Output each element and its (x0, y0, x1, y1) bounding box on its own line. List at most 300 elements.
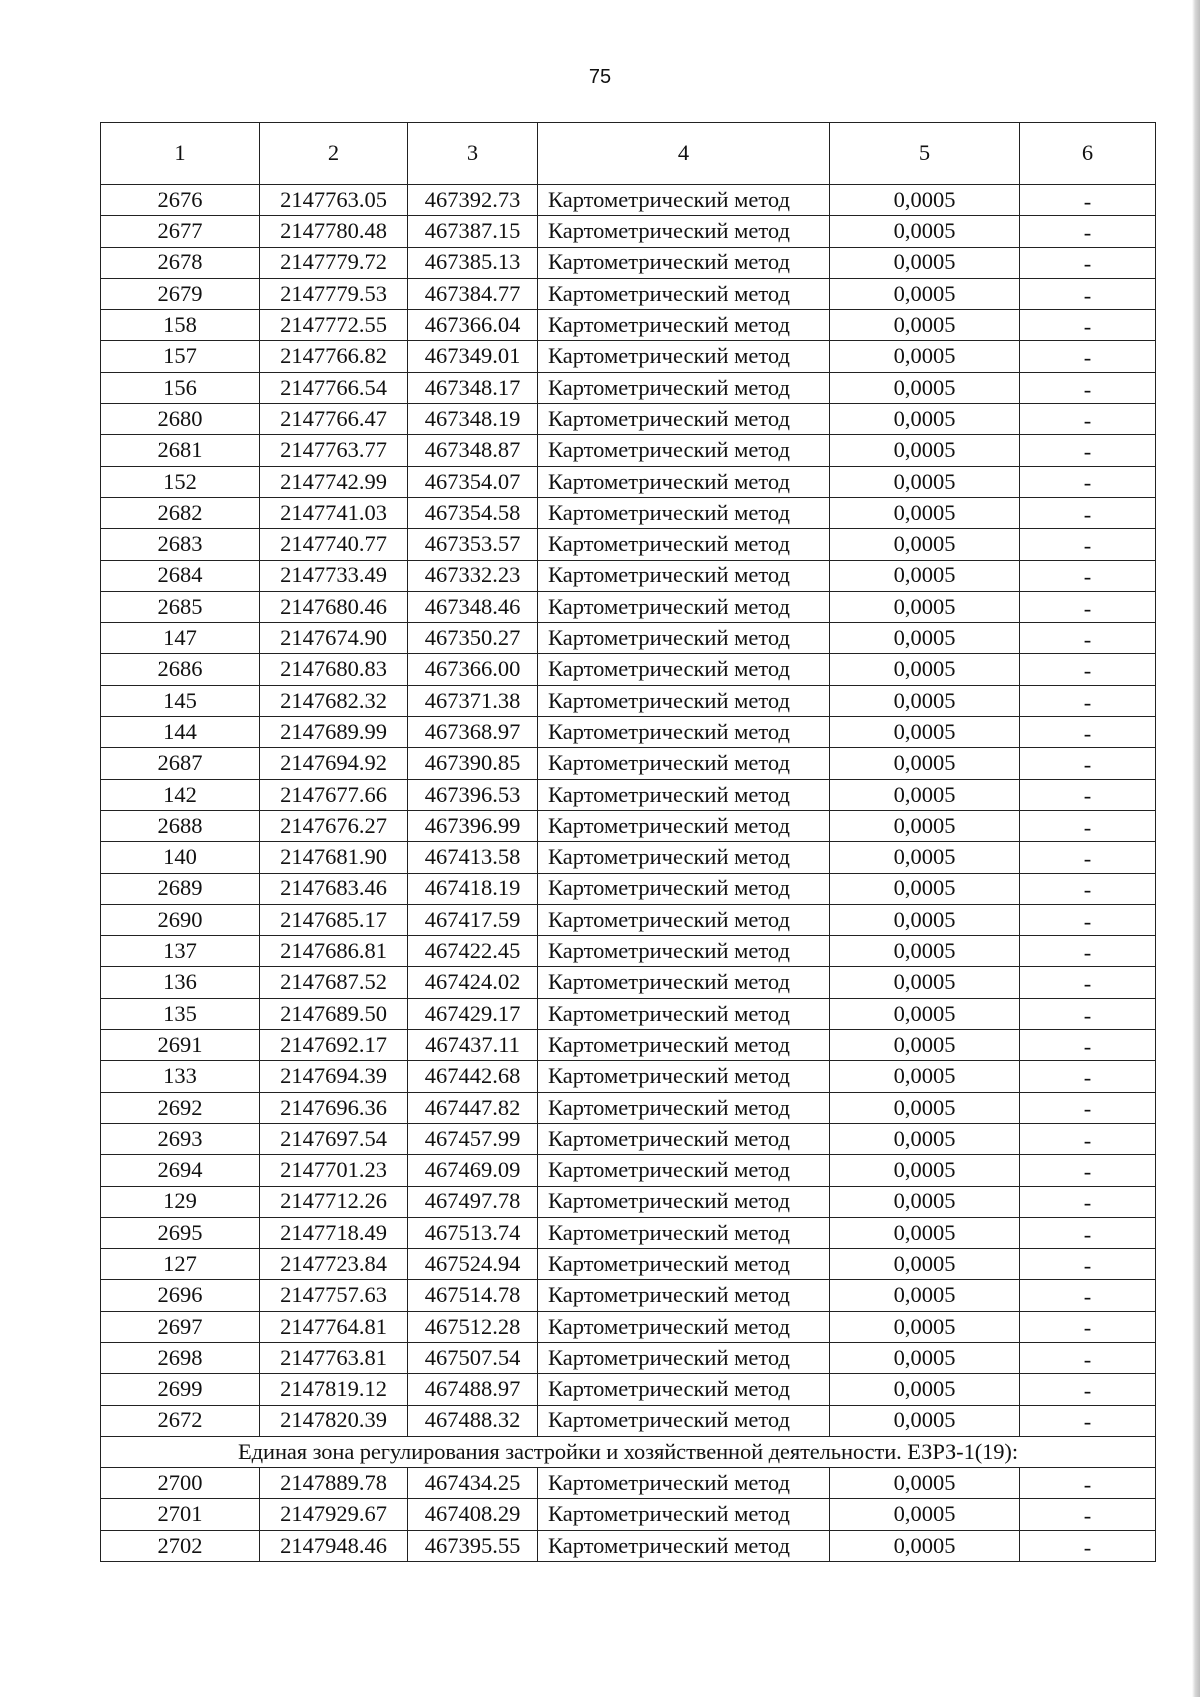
method-cell: Картометрический метод (538, 717, 830, 748)
accuracy-cell: 0,0005 (830, 654, 1020, 685)
note-cell: - (1020, 372, 1156, 403)
x-coordinate-cell: 2147819.12 (260, 1374, 408, 1405)
column-header-5: 5 (830, 123, 1020, 185)
note-cell: - (1020, 591, 1156, 622)
point-number-cell: 2701 (101, 1499, 260, 1530)
method-cell: Картометрический метод (538, 278, 830, 309)
method-cell: Картометрический метод (538, 685, 830, 716)
note-cell: - (1020, 1280, 1156, 1311)
table-row (101, 623, 1156, 654)
point-number-cell: 2697 (101, 1311, 260, 1342)
method-cell: Картометрический метод (538, 1405, 830, 1436)
y-coordinate-cell: 467332.23 (408, 560, 538, 591)
accuracy-cell: 0,0005 (830, 529, 1020, 560)
method-cell: Картометрический метод (538, 904, 830, 935)
note-cell: - (1020, 936, 1156, 967)
table-row (101, 936, 1156, 967)
x-coordinate-cell: 2147889.78 (260, 1468, 408, 1499)
note-cell: - (1020, 1061, 1156, 1092)
method-cell: Картометрический метод (538, 623, 830, 654)
accuracy-cell: 0,0005 (830, 1374, 1020, 1405)
method-cell: Картометрический метод (538, 1280, 830, 1311)
table-row (101, 748, 1156, 779)
accuracy-cell: 0,0005 (830, 341, 1020, 372)
y-coordinate-cell: 467513.74 (408, 1217, 538, 1248)
y-coordinate-cell: 467366.04 (408, 310, 538, 341)
note-cell: - (1020, 435, 1156, 466)
accuracy-cell: 0,0005 (830, 372, 1020, 403)
accuracy-cell: 0,0005 (830, 1092, 1020, 1123)
accuracy-cell: 0,0005 (830, 1311, 1020, 1342)
note-cell: - (1020, 998, 1156, 1029)
point-number-cell: 136 (101, 967, 260, 998)
y-coordinate-cell: 467437.11 (408, 1030, 538, 1061)
table-row (101, 1249, 1156, 1280)
method-cell: Картометрический метод (538, 1217, 830, 1248)
y-coordinate-cell: 467424.02 (408, 967, 538, 998)
point-number-cell: 147 (101, 623, 260, 654)
accuracy-cell: 0,0005 (830, 904, 1020, 935)
note-cell: - (1020, 341, 1156, 372)
table-row (101, 278, 1156, 309)
x-coordinate-cell: 2147741.03 (260, 497, 408, 528)
x-coordinate-cell: 2147718.49 (260, 1217, 408, 1248)
point-number-cell: 2684 (101, 560, 260, 591)
note-cell: - (1020, 904, 1156, 935)
method-cell: Картометрический метод (538, 748, 830, 779)
note-cell: - (1020, 1092, 1156, 1123)
x-coordinate-cell: 2147680.83 (260, 654, 408, 685)
point-number-cell: 2691 (101, 1030, 260, 1061)
y-coordinate-cell: 467507.54 (408, 1342, 538, 1373)
note-cell: - (1020, 1405, 1156, 1436)
accuracy-cell: 0,0005 (830, 591, 1020, 622)
method-cell: Картометрический метод (538, 497, 830, 528)
point-number-cell: 2698 (101, 1342, 260, 1373)
accuracy-cell: 0,0005 (830, 1217, 1020, 1248)
table-row (101, 1499, 1156, 1530)
table-row (101, 1342, 1156, 1373)
point-number-cell: 145 (101, 685, 260, 716)
x-coordinate-cell: 2147694.39 (260, 1061, 408, 1092)
y-coordinate-cell: 467524.94 (408, 1249, 538, 1280)
note-cell: - (1020, 560, 1156, 591)
x-coordinate-cell: 2147763.77 (260, 435, 408, 466)
method-cell: Картометрический метод (538, 560, 830, 591)
method-cell: Картометрический метод (538, 1374, 830, 1405)
x-coordinate-cell: 2147689.99 (260, 717, 408, 748)
y-coordinate-cell: 467514.78 (408, 1280, 538, 1311)
accuracy-cell: 0,0005 (830, 404, 1020, 435)
x-coordinate-cell: 2147772.55 (260, 310, 408, 341)
column-header-3: 3 (408, 123, 538, 185)
x-coordinate-cell: 2147763.05 (260, 185, 408, 216)
x-coordinate-cell: 2147686.81 (260, 936, 408, 967)
scan-edge (1192, 0, 1200, 1697)
note-cell: - (1020, 1123, 1156, 1154)
accuracy-cell: 0,0005 (830, 967, 1020, 998)
method-cell: Картометрический метод (538, 810, 830, 841)
point-number-cell: 129 (101, 1186, 260, 1217)
method-cell: Картометрический метод (538, 341, 830, 372)
note-cell: - (1020, 1530, 1156, 1561)
method-cell: Картометрический метод (538, 1061, 830, 1092)
point-number-cell: 2702 (101, 1530, 260, 1561)
x-coordinate-cell: 2147948.46 (260, 1530, 408, 1561)
note-cell: - (1020, 310, 1156, 341)
x-coordinate-cell: 2147680.46 (260, 591, 408, 622)
x-coordinate-cell: 2147780.48 (260, 216, 408, 247)
method-cell: Картометрический метод (538, 216, 830, 247)
accuracy-cell: 0,0005 (830, 1499, 1020, 1530)
page-number: 75 (588, 66, 612, 88)
accuracy-cell: 0,0005 (830, 1186, 1020, 1217)
column-header-2: 2 (260, 123, 408, 185)
table-row (101, 873, 1156, 904)
accuracy-cell: 0,0005 (830, 936, 1020, 967)
point-number-cell: 133 (101, 1061, 260, 1092)
note-cell: - (1020, 1468, 1156, 1499)
note-cell: - (1020, 278, 1156, 309)
x-coordinate-cell: 2147712.26 (260, 1186, 408, 1217)
method-cell: Картометрический метод (538, 185, 830, 216)
method-cell: Картометрический метод (538, 779, 830, 810)
point-number-cell: 2676 (101, 185, 260, 216)
note-cell: - (1020, 685, 1156, 716)
note-cell: - (1020, 873, 1156, 904)
y-coordinate-cell: 467368.97 (408, 717, 538, 748)
table-row (101, 717, 1156, 748)
y-coordinate-cell: 467396.53 (408, 779, 538, 810)
point-number-cell: 135 (101, 998, 260, 1029)
table-row (101, 466, 1156, 497)
accuracy-cell: 0,0005 (830, 1530, 1020, 1561)
table-row (101, 497, 1156, 528)
y-coordinate-cell: 467348.46 (408, 591, 538, 622)
x-coordinate-cell: 2147694.92 (260, 748, 408, 779)
coordinates-table (100, 122, 1156, 1562)
table-row (101, 591, 1156, 622)
method-cell: Картометрический метод (538, 404, 830, 435)
note-cell: - (1020, 842, 1156, 873)
x-coordinate-cell: 2147682.32 (260, 685, 408, 716)
table-body (101, 185, 1156, 1562)
point-number-cell: 2692 (101, 1092, 260, 1123)
note-cell: - (1020, 247, 1156, 278)
point-number-cell: 2682 (101, 497, 260, 528)
accuracy-cell: 0,0005 (830, 1030, 1020, 1061)
table-row (101, 247, 1156, 278)
table-row (101, 998, 1156, 1029)
x-coordinate-cell: 2147697.54 (260, 1123, 408, 1154)
method-cell: Картометрический метод (538, 529, 830, 560)
point-number-cell: 152 (101, 466, 260, 497)
table-row (101, 842, 1156, 873)
note-cell: - (1020, 1311, 1156, 1342)
point-number-cell: 2683 (101, 529, 260, 560)
method-cell: Картометрический метод (538, 1311, 830, 1342)
y-coordinate-cell: 467371.38 (408, 685, 538, 716)
accuracy-cell: 0,0005 (830, 685, 1020, 716)
accuracy-cell: 0,0005 (830, 216, 1020, 247)
table-row (101, 779, 1156, 810)
x-coordinate-cell: 2147764.81 (260, 1311, 408, 1342)
point-number-cell: 2672 (101, 1405, 260, 1436)
y-coordinate-cell: 467353.57 (408, 529, 538, 560)
table-row (101, 1061, 1156, 1092)
x-coordinate-cell: 2147779.72 (260, 247, 408, 278)
x-coordinate-cell: 2147674.90 (260, 623, 408, 654)
point-number-cell: 158 (101, 310, 260, 341)
note-cell: - (1020, 404, 1156, 435)
x-coordinate-cell: 2147757.63 (260, 1280, 408, 1311)
method-cell: Картометрический метод (538, 998, 830, 1029)
method-cell: Картометрический метод (538, 1249, 830, 1280)
method-cell: Картометрический метод (538, 1092, 830, 1123)
accuracy-cell: 0,0005 (830, 1249, 1020, 1280)
accuracy-cell: 0,0005 (830, 247, 1020, 278)
note-cell: - (1020, 717, 1156, 748)
table-row (101, 1123, 1156, 1154)
y-coordinate-cell: 467366.00 (408, 654, 538, 685)
y-coordinate-cell: 467429.17 (408, 998, 538, 1029)
note-cell: - (1020, 748, 1156, 779)
y-coordinate-cell: 467417.59 (408, 904, 538, 935)
point-number-cell: 2685 (101, 591, 260, 622)
accuracy-cell: 0,0005 (830, 497, 1020, 528)
point-number-cell: 2693 (101, 1123, 260, 1154)
method-cell: Картометрический метод (538, 247, 830, 278)
note-cell: - (1020, 497, 1156, 528)
table-row (101, 1092, 1156, 1123)
note-cell: - (1020, 1499, 1156, 1530)
point-number-cell: 2695 (101, 1217, 260, 1248)
x-coordinate-cell: 2147766.47 (260, 404, 408, 435)
y-coordinate-cell: 467442.68 (408, 1061, 538, 1092)
column-header-1: 1 (101, 123, 260, 185)
method-cell: Картометрический метод (538, 967, 830, 998)
accuracy-cell: 0,0005 (830, 873, 1020, 904)
accuracy-cell: 0,0005 (830, 1123, 1020, 1154)
note-cell: - (1020, 1217, 1156, 1248)
table-row (101, 404, 1156, 435)
y-coordinate-cell: 467413.58 (408, 842, 538, 873)
point-number-cell: 137 (101, 936, 260, 967)
y-coordinate-cell: 467457.99 (408, 1123, 538, 1154)
x-coordinate-cell: 2147677.66 (260, 779, 408, 810)
table-row (101, 560, 1156, 591)
point-number-cell: 2687 (101, 748, 260, 779)
accuracy-cell: 0,0005 (830, 748, 1020, 779)
x-coordinate-cell: 2147742.99 (260, 466, 408, 497)
point-number-cell: 2686 (101, 654, 260, 685)
y-coordinate-cell: 467354.07 (408, 466, 538, 497)
table-row (101, 1311, 1156, 1342)
x-coordinate-cell: 2147701.23 (260, 1155, 408, 1186)
point-number-cell: 2700 (101, 1468, 260, 1499)
note-cell: - (1020, 654, 1156, 685)
accuracy-cell: 0,0005 (830, 1468, 1020, 1499)
x-coordinate-cell: 2147766.82 (260, 341, 408, 372)
accuracy-cell: 0,0005 (830, 998, 1020, 1029)
method-cell: Картометрический метод (538, 466, 830, 497)
note-cell: - (1020, 779, 1156, 810)
note-cell: - (1020, 1155, 1156, 1186)
table-row (101, 1155, 1156, 1186)
method-cell: Картометрический метод (538, 435, 830, 466)
y-coordinate-cell: 467497.78 (408, 1186, 538, 1217)
table-row (101, 1468, 1156, 1499)
table-row (101, 1530, 1156, 1561)
table-row (101, 904, 1156, 935)
y-coordinate-cell: 467384.77 (408, 278, 538, 309)
y-coordinate-cell: 467354.58 (408, 497, 538, 528)
method-cell: Картометрический метод (538, 936, 830, 967)
y-coordinate-cell: 467348.87 (408, 435, 538, 466)
table-row (101, 372, 1156, 403)
x-coordinate-cell: 2147683.46 (260, 873, 408, 904)
note-cell: - (1020, 1342, 1156, 1373)
point-number-cell: 2696 (101, 1280, 260, 1311)
accuracy-cell: 0,0005 (830, 842, 1020, 873)
note-cell: - (1020, 529, 1156, 560)
note-cell: - (1020, 810, 1156, 841)
y-coordinate-cell: 467350.27 (408, 623, 538, 654)
method-cell: Картометрический метод (538, 842, 830, 873)
accuracy-cell: 0,0005 (830, 1342, 1020, 1373)
note-cell: - (1020, 216, 1156, 247)
method-cell: Картометрический метод (538, 1530, 830, 1561)
table-row (101, 529, 1156, 560)
point-number-cell: 2681 (101, 435, 260, 466)
accuracy-cell: 0,0005 (830, 278, 1020, 309)
note-cell: - (1020, 466, 1156, 497)
point-number-cell: 140 (101, 842, 260, 873)
header-row (101, 123, 1156, 185)
y-coordinate-cell: 467418.19 (408, 873, 538, 904)
table-row (101, 1030, 1156, 1061)
table-row (101, 1217, 1156, 1248)
y-coordinate-cell: 467488.97 (408, 1374, 538, 1405)
point-number-cell: 2694 (101, 1155, 260, 1186)
column-header-6: 6 (1020, 123, 1156, 185)
section-title: Единая зона регулирования застройки и хозяйственной деятельности. ЕЗРЗ-1(19): (101, 1436, 1156, 1467)
accuracy-cell: 0,0005 (830, 779, 1020, 810)
method-cell: Картометрический метод (538, 654, 830, 685)
accuracy-cell: 0,0005 (830, 185, 1020, 216)
accuracy-cell: 0,0005 (830, 1405, 1020, 1436)
y-coordinate-cell: 467392.73 (408, 185, 538, 216)
method-cell: Картометрический метод (538, 310, 830, 341)
x-coordinate-cell: 2147676.27 (260, 810, 408, 841)
accuracy-cell: 0,0005 (830, 310, 1020, 341)
accuracy-cell: 0,0005 (830, 810, 1020, 841)
accuracy-cell: 0,0005 (830, 623, 1020, 654)
table-row (101, 967, 1156, 998)
table-row (101, 810, 1156, 841)
y-coordinate-cell: 467387.15 (408, 216, 538, 247)
method-cell: Картометрический метод (538, 1155, 830, 1186)
note-cell: - (1020, 1186, 1156, 1217)
accuracy-cell: 0,0005 (830, 717, 1020, 748)
x-coordinate-cell: 2147687.52 (260, 967, 408, 998)
table-row (101, 310, 1156, 341)
y-coordinate-cell: 467447.82 (408, 1092, 538, 1123)
x-coordinate-cell: 2147740.77 (260, 529, 408, 560)
point-number-cell: 156 (101, 372, 260, 403)
y-coordinate-cell: 467348.19 (408, 404, 538, 435)
point-number-cell: 2689 (101, 873, 260, 904)
y-coordinate-cell: 467349.01 (408, 341, 538, 372)
y-coordinate-cell: 467512.28 (408, 1311, 538, 1342)
y-coordinate-cell: 467469.09 (408, 1155, 538, 1186)
point-number-cell: 142 (101, 779, 260, 810)
y-coordinate-cell: 467434.25 (408, 1468, 538, 1499)
point-number-cell: 2678 (101, 247, 260, 278)
accuracy-cell: 0,0005 (830, 1061, 1020, 1092)
x-coordinate-cell: 2147779.53 (260, 278, 408, 309)
point-number-cell: 127 (101, 1249, 260, 1280)
accuracy-cell: 0,0005 (830, 1280, 1020, 1311)
x-coordinate-cell: 2147685.17 (260, 904, 408, 935)
point-number-cell: 2688 (101, 810, 260, 841)
note-cell: - (1020, 1249, 1156, 1280)
table-row (101, 341, 1156, 372)
point-number-cell: 2679 (101, 278, 260, 309)
y-coordinate-cell: 467348.17 (408, 372, 538, 403)
accuracy-cell: 0,0005 (830, 1155, 1020, 1186)
method-cell: Картометрический метод (538, 1123, 830, 1154)
table-row (101, 216, 1156, 247)
method-cell: Картометрический метод (538, 1186, 830, 1217)
x-coordinate-cell: 2147820.39 (260, 1405, 408, 1436)
note-cell: - (1020, 185, 1156, 216)
point-number-cell: 157 (101, 341, 260, 372)
note-cell: - (1020, 1374, 1156, 1405)
x-coordinate-cell: 2147681.90 (260, 842, 408, 873)
method-cell: Картометрический метод (538, 1342, 830, 1373)
y-coordinate-cell: 467488.32 (408, 1405, 538, 1436)
accuracy-cell: 0,0005 (830, 466, 1020, 497)
x-coordinate-cell: 2147696.36 (260, 1092, 408, 1123)
table-row (101, 1405, 1156, 1436)
method-cell: Картометрический метод (538, 591, 830, 622)
method-cell: Картометрический метод (538, 372, 830, 403)
x-coordinate-cell: 2147929.67 (260, 1499, 408, 1530)
point-number-cell: 2680 (101, 404, 260, 435)
x-coordinate-cell: 2147763.81 (260, 1342, 408, 1373)
x-coordinate-cell: 2147689.50 (260, 998, 408, 1029)
column-header-4: 4 (538, 123, 830, 185)
method-cell: Картометрический метод (538, 873, 830, 904)
table-row (101, 685, 1156, 716)
x-coordinate-cell: 2147723.84 (260, 1249, 408, 1280)
method-cell: Картометрический метод (538, 1468, 830, 1499)
table-row (101, 1186, 1156, 1217)
section-row (101, 1436, 1156, 1467)
table-row (101, 185, 1156, 216)
x-coordinate-cell: 2147733.49 (260, 560, 408, 591)
note-cell: - (1020, 967, 1156, 998)
note-cell: - (1020, 1030, 1156, 1061)
y-coordinate-cell: 467385.13 (408, 247, 538, 278)
y-coordinate-cell: 467390.85 (408, 748, 538, 779)
point-number-cell: 2690 (101, 904, 260, 935)
accuracy-cell: 0,0005 (830, 435, 1020, 466)
point-number-cell: 144 (101, 717, 260, 748)
y-coordinate-cell: 467422.45 (408, 936, 538, 967)
table-row (101, 1280, 1156, 1311)
